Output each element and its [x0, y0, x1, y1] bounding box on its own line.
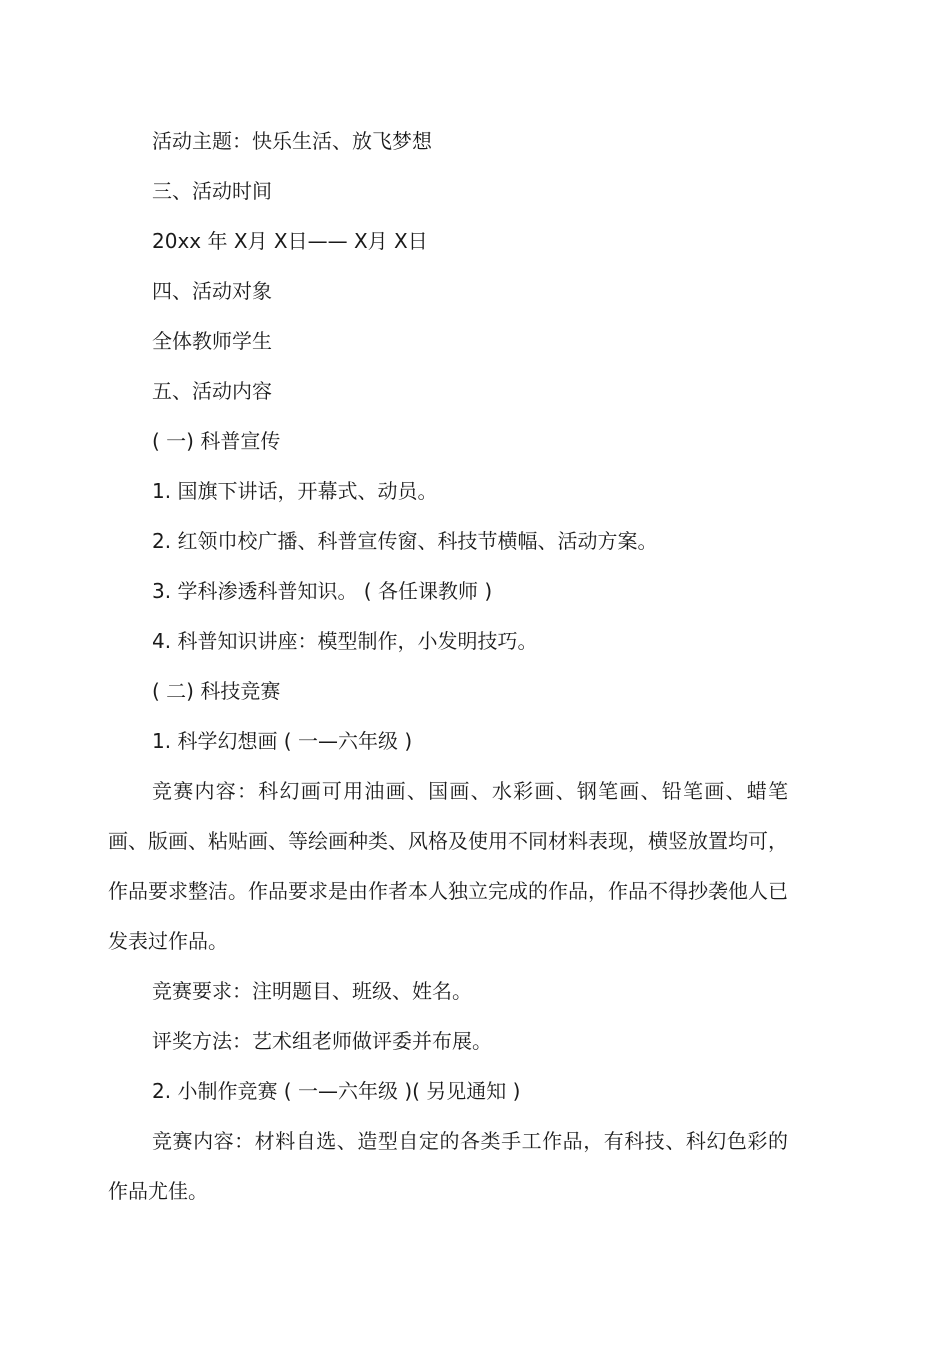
document-body	[108, 116, 788, 1216]
promotion-item-1: 1. 国旗下讲话，开幕式、动员。	[152, 479, 438, 503]
painting-content-paragraph: 竞赛内容：科幻画可用油画、国画、水彩画、钢笔画、铅笔画、蜡笔画、版画、粘贴画、等绘画种类、风格及使用不同材料表现，横竖放置均可，作品要求整洁。作品要求是由作者本人独立完成的作品，作品不得抄袭他人已发表过作品。	[108, 779, 788, 953]
subsection-heading-promotion: ( 一) 科普宣传	[152, 429, 281, 453]
craft-content-paragraph: 竞赛内容：材料自选、造型自定的各类手工作品，有科技、科幻色彩的作品尤佳。	[108, 1129, 788, 1203]
promotion-item-3: 3. 学科渗透科普知识。 ( 各任课教师 )	[152, 579, 493, 603]
painting-requirements: 竞赛要求：注明题目、班级、姓名。	[152, 979, 472, 1003]
section-heading-content: 五、活动内容	[152, 379, 272, 403]
activity-date: 20xx 年 X月 X日—— X月 X日	[152, 229, 428, 253]
painting-judging: 评奖方法：艺术组老师做评委并布展。	[152, 1029, 492, 1053]
activity-theme: 活动主题：快乐生活、放飞梦想	[152, 129, 432, 153]
competition-item-1: 1. 科学幻想画 ( 一—六年级 )	[152, 729, 413, 753]
section-heading-audience: 四、活动对象	[152, 279, 272, 303]
subsection-heading-competition: ( 二) 科技竞赛	[152, 679, 281, 703]
audience-text: 全体教师学生	[152, 329, 272, 353]
section-heading-time: 三、活动时间	[152, 179, 272, 203]
competition-item-2: 2. 小制作竞赛 ( 一—六年级 )( 另见通知 )	[152, 1079, 521, 1103]
promotion-item-4: 4. 科普知识讲座：模型制作，小发明技巧。	[152, 629, 538, 653]
promotion-item-2: 2. 红领巾校广播、科普宣传窗、科技节横幅、活动方案。	[152, 529, 658, 553]
